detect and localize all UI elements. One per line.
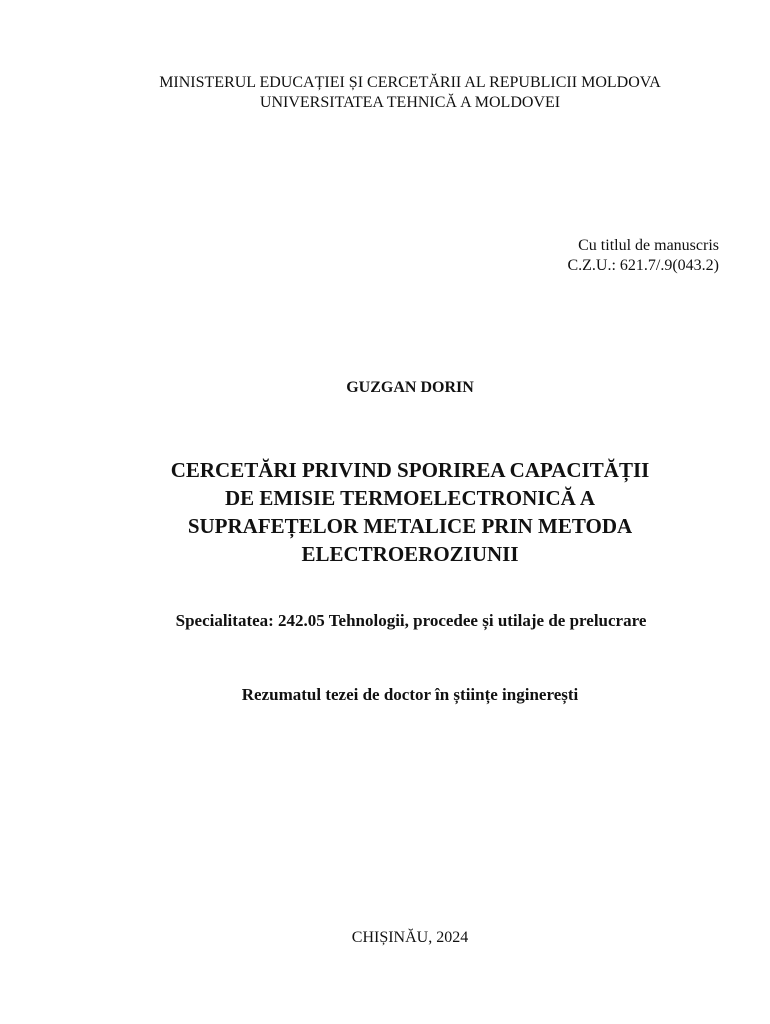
manuscript-status: Cu titlul de manuscris: [578, 237, 719, 254]
thesis-title-line: SUPRAFEȚELOR METALICE PRIN METODA: [187, 514, 633, 538]
udc-code: C.Z.U.: 621.7/.9(043.2): [567, 257, 719, 274]
university-name: UNIVERSITATEA TEHNICĂ A MOLDOVEI: [259, 94, 561, 111]
manuscript-info: [567, 236, 719, 276]
institution-header: [0, 73, 770, 113]
place-and-year: CHIȘINĂU, 2024: [351, 929, 469, 946]
thesis-title-line: CERCETĂRI PRIVIND SPORIREA CAPACITĂȚII: [170, 458, 650, 482]
thesis-title: [95, 456, 725, 568]
author-name: GUZGAN DORIN: [346, 379, 474, 396]
thesis-title-line: DE EMISIE TERMOELECTRONICĂ A: [224, 486, 596, 510]
document-type: Rezumatul tezei de doctor în științe inginerești: [241, 685, 579, 704]
specialty-line: Specialitatea: 242.05 Tehnologii, procedee și utilaje de prelucrare: [175, 611, 647, 630]
ministry-name: MINISTERUL EDUCAȚIEI ȘI CERCETĂRII AL REPUBLICII MOLDOVA: [159, 74, 661, 91]
thesis-title-line: ELECTROEROZIUNII: [301, 542, 519, 566]
